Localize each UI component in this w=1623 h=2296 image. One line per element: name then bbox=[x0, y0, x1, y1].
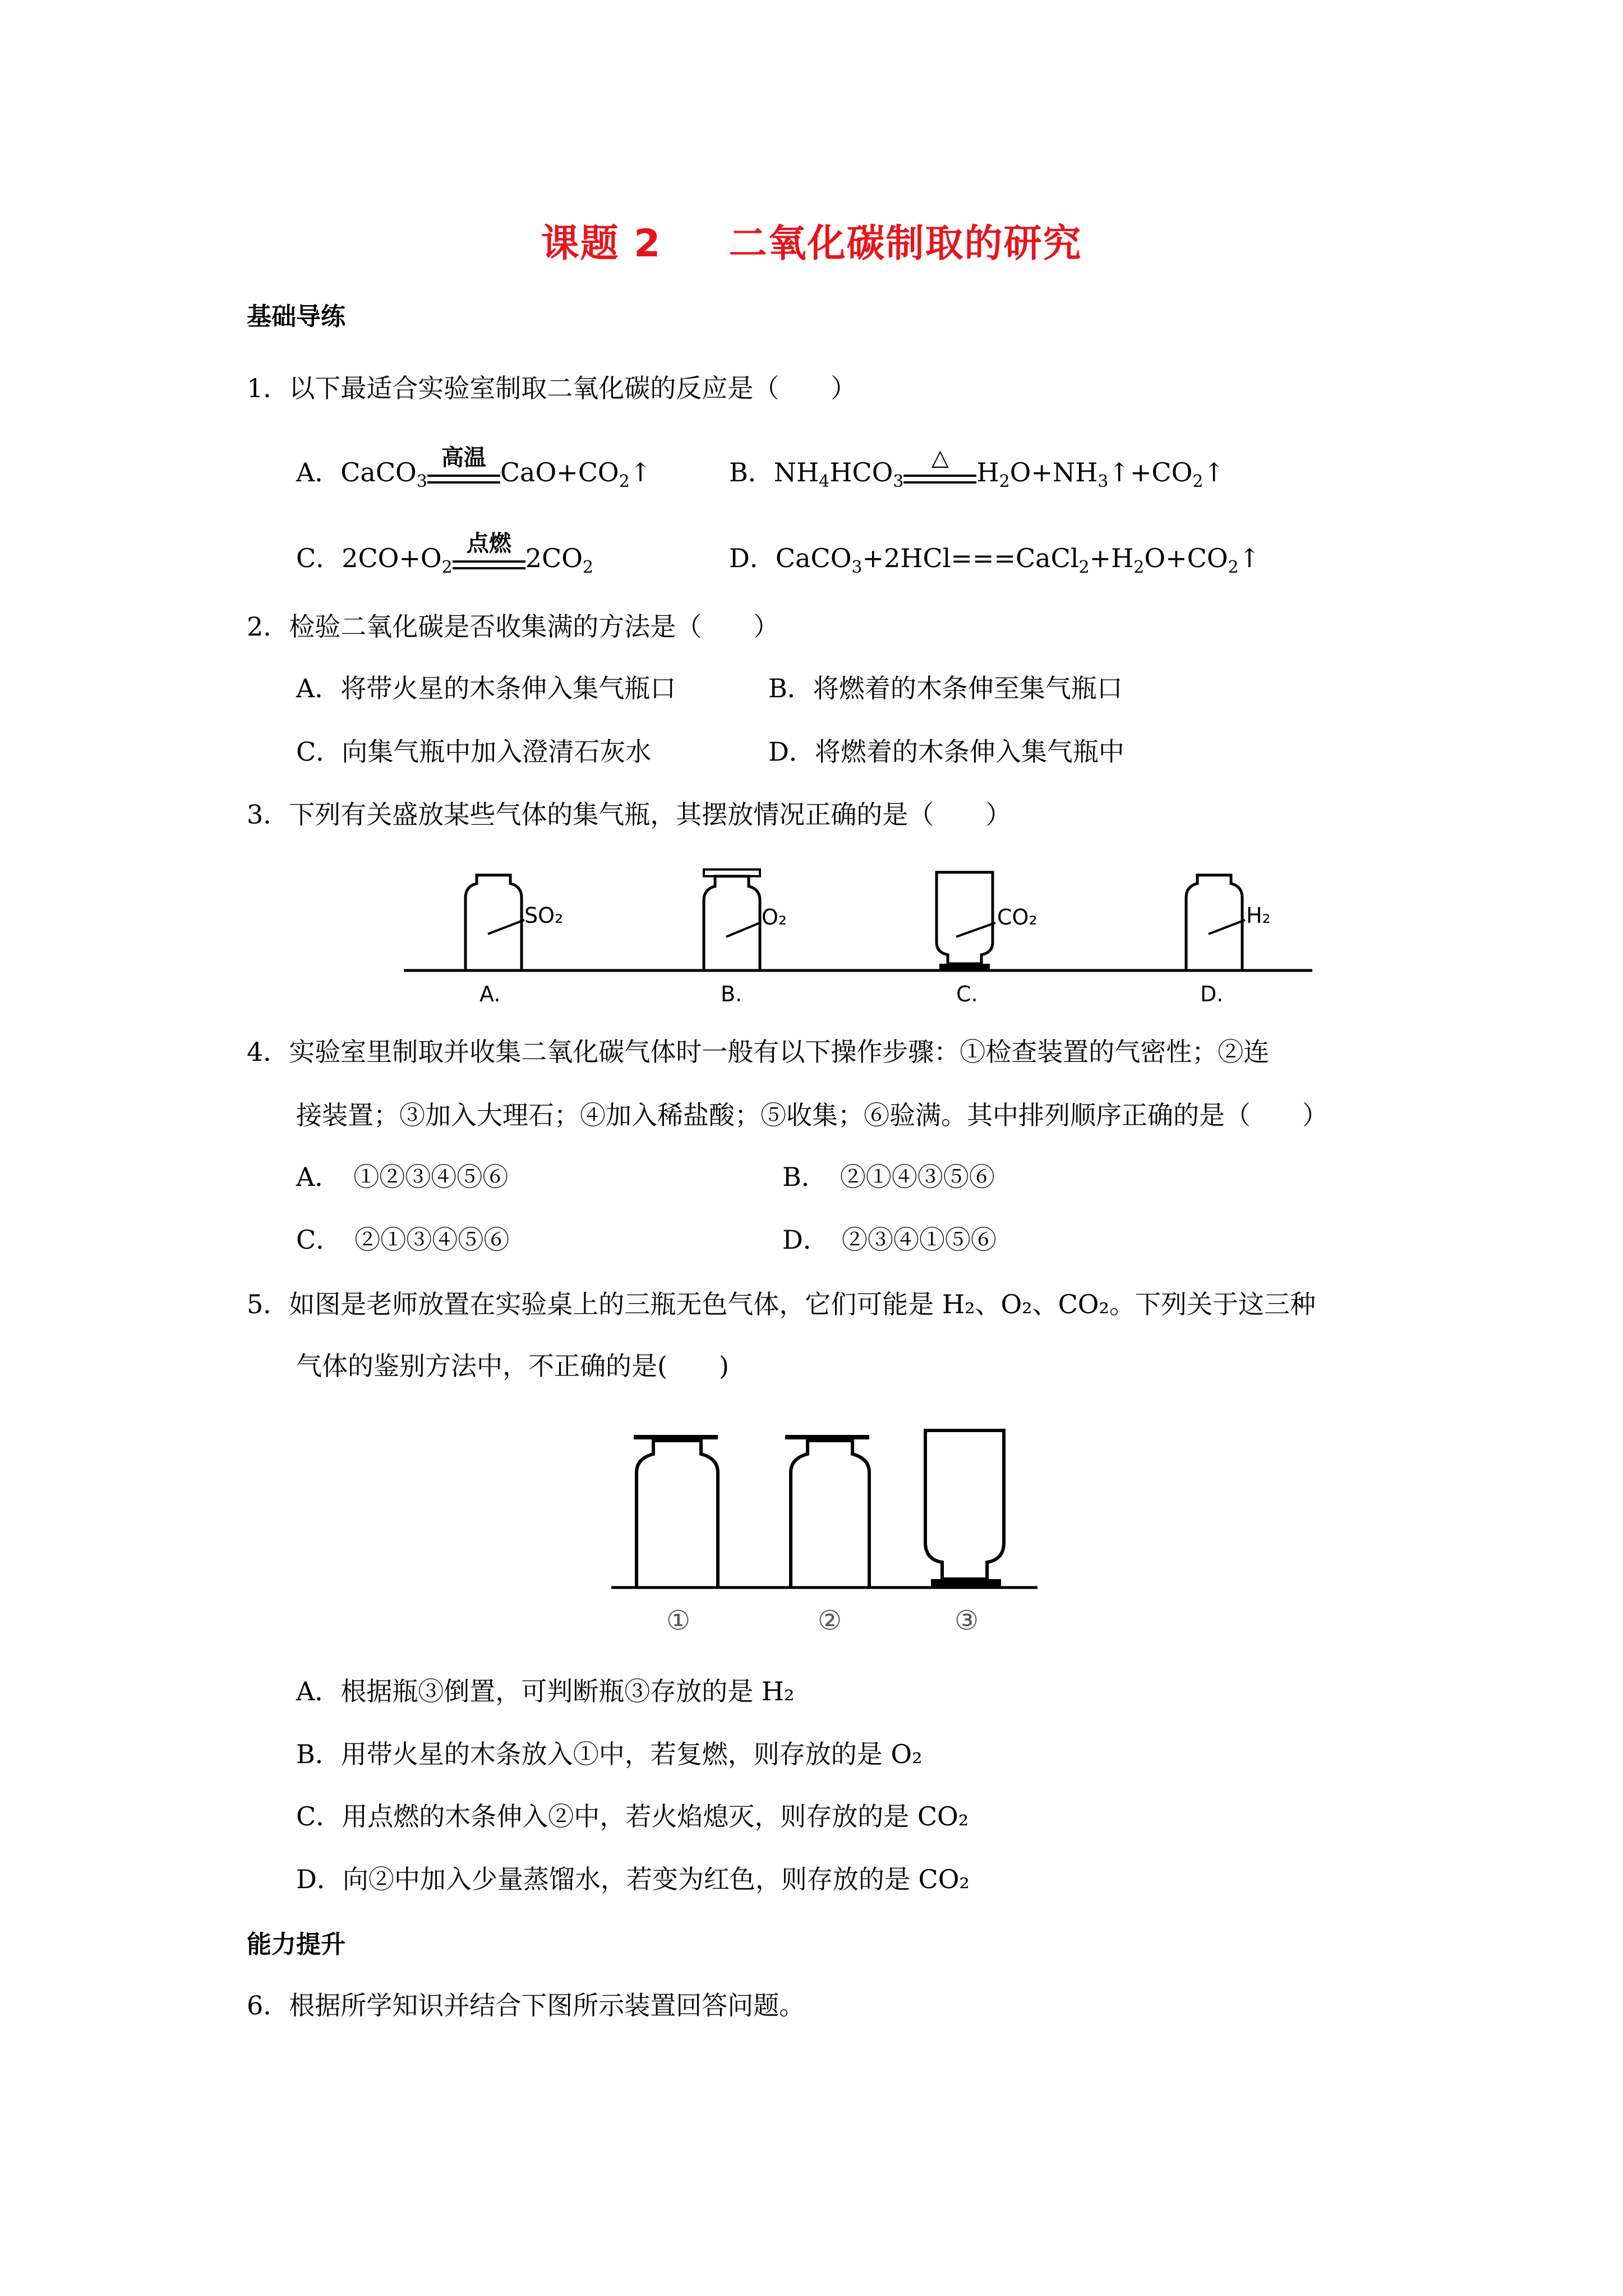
question-2-stem: 2．检验二氧化碳是否收集满的方法是（ ） bbox=[247, 611, 780, 642]
label-a: A. bbox=[479, 982, 501, 1006]
bottle-c bbox=[937, 872, 1038, 1006]
q1-option-c: C．$2CO+O_2$ 点燃 $2CO_2$ bbox=[296, 531, 594, 577]
bottle-2-label: ② bbox=[818, 1605, 842, 1636]
question-1-stem: 1．以下最适合实验室制取二氧化碳的反应是（ ） bbox=[247, 373, 857, 403]
gas-label-b: O₂ bbox=[762, 905, 787, 930]
q2-option-d: D．将燃着的木条伸入集气瓶中 bbox=[768, 737, 1124, 767]
q4-option-d: D． ②③④①⑤⑥ bbox=[782, 1225, 997, 1255]
q3-bottles-figure bbox=[404, 858, 1312, 1010]
question-6-stem: 6．根据所学知识并结合下图所示装置回答问题。 bbox=[247, 1990, 805, 2021]
question-4-line2: 接装置；③加入大理石；④加入稀盐酸；⑤收集；⑥验满。其中排列顺序正确的是（ ） bbox=[296, 1100, 1328, 1130]
q4-option-a: A． ①②③④⑤⑥ bbox=[296, 1162, 509, 1192]
q1-option-a: A．CaCO$_3$ 高温 $CaO+CO_2↑$ bbox=[296, 445, 652, 491]
bottle-1-label: ① bbox=[666, 1605, 691, 1636]
q1-option-b: B．$NH_4HCO_3$ △ $H_2O+NH_3↑+CO_2↑$ bbox=[729, 445, 1225, 491]
question-5-line1: 5．如图是老师放置在实验桌上的三瓶无色气体，它们可能是 H₂、O₂、CO₂。下列关于这三种 bbox=[247, 1289, 1316, 1319]
gas-label-c: CO₂ bbox=[997, 905, 1038, 930]
q4-option-c: C． ②①③④⑤⑥ bbox=[296, 1225, 510, 1255]
bottle-1 bbox=[634, 1435, 718, 1636]
label-c: C. bbox=[956, 982, 978, 1006]
q5-option-c: C．用点燃的木条伸入②中，若火焰熄灭，则存放的是 CO₂ bbox=[296, 1801, 969, 1832]
label-b: B. bbox=[721, 982, 743, 1006]
bottle-b bbox=[704, 869, 787, 1006]
question-3-stem: 3．下列有关盛放某些气体的集气瓶，其摆放情况正确的是（ ） bbox=[247, 799, 1012, 830]
question-4-line1: 4．实验室里制取并收集二氧化碳气体时一般有以下操作步骤：①检查装置的气密性；②连 bbox=[247, 1037, 1270, 1067]
bottle-3 bbox=[925, 1430, 1004, 1636]
question-5-line2: 气体的鉴别方法中，不正确的是( ) bbox=[296, 1351, 729, 1381]
section-basic: 基础导练 bbox=[247, 302, 345, 331]
q2-option-c: C．向集气瓶中加入澄清石灰水 bbox=[296, 737, 652, 767]
gas-label-a: SO₂ bbox=[524, 903, 564, 928]
bottle-3-label: ③ bbox=[955, 1605, 979, 1636]
q4-option-b: B． ②①④③⑤⑥ bbox=[782, 1162, 995, 1192]
page-title: 课题 2 二氧化碳制取的研究 bbox=[541, 222, 1082, 266]
q1-option-d: D．$CaCO_3+2HCl===CaCl_2+H_2O+CO_2↑$ bbox=[729, 543, 1261, 577]
q2-option-b: B．将燃着的木条伸至集气瓶口 bbox=[768, 673, 1123, 703]
section-advanced: 能力提升 bbox=[247, 1930, 345, 1959]
bottle-2 bbox=[785, 1435, 869, 1636]
bottle-d bbox=[1186, 875, 1271, 1006]
label-d: D. bbox=[1200, 982, 1224, 1006]
gas-label-d: H₂ bbox=[1246, 903, 1271, 928]
q5-option-b: B．用带火星的木条放入①中，若复燃，则存放的是 O₂ bbox=[296, 1739, 923, 1769]
q5-bottles-figure bbox=[611, 1419, 1038, 1644]
bottle-a bbox=[465, 875, 563, 1006]
q5-option-a: A．根据瓶③倒置，可判断瓶③存放的是 H₂ bbox=[296, 1676, 795, 1706]
q5-option-d: D．向②中加入少量蒸馏水，若变为红色，则存放的是 CO₂ bbox=[296, 1864, 970, 1894]
q2-option-a: A．将带火星的木条伸入集气瓶口 bbox=[296, 673, 676, 703]
